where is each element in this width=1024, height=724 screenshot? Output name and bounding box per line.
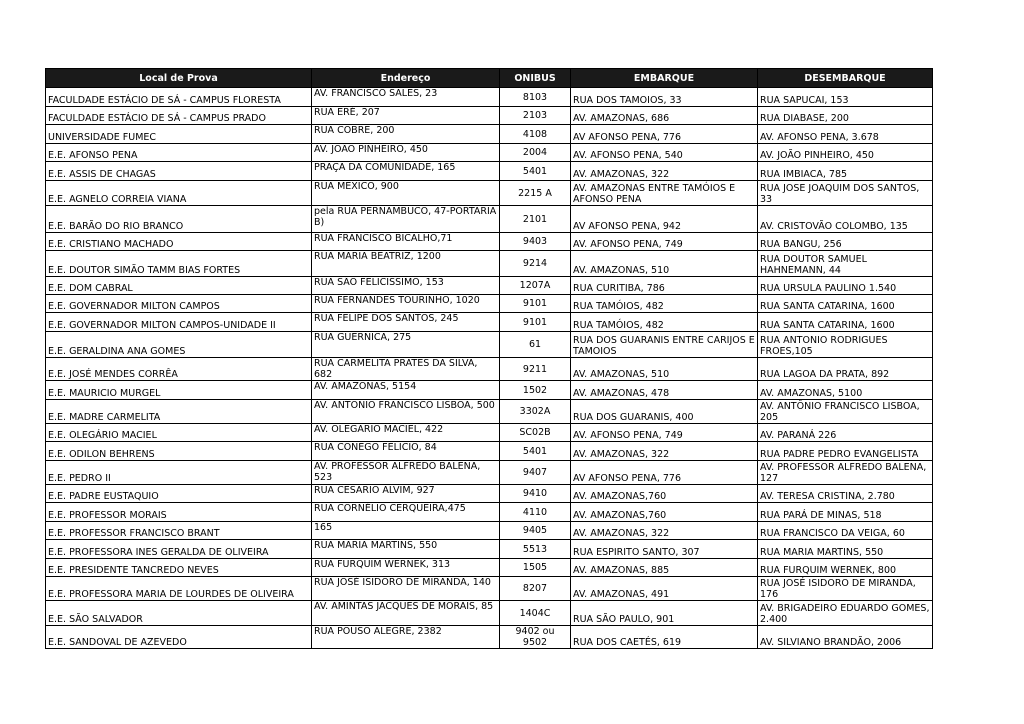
table-row (46, 503, 933, 522)
table-row (46, 540, 933, 559)
cell-local-de-prova: E.E. DOUTOR SIMÃO TAMM BIAS FORTES (46, 251, 312, 277)
cell-onibus: 9403 (500, 233, 571, 251)
cell-embarque: AV. AMAZONAS,760 (571, 503, 758, 522)
cell-embarque: RUA DOS GUARANIS, 400 (571, 400, 758, 424)
table-row (46, 295, 933, 313)
cell-local-de-prova: E.E. PROFESSORA MARIA DE LOURDES DE OLIVEIRA (46, 577, 312, 601)
cell-desembarque: RUA FRANCISCO DA VEIGA, 60 (758, 522, 933, 540)
cell-desembarque: RUA URSULA PAULINO 1.540 (758, 277, 933, 295)
cell-embarque: AV. AMAZONAS, 510 (571, 358, 758, 381)
cell-local-de-prova: E.E. CRISTIANO MACHADO (46, 233, 312, 251)
cell-desembarque: RUA DOUTOR SAMUEL HAHNEMANN, 44 (758, 251, 933, 277)
table-row (46, 88, 933, 107)
cell-endereco: RUA JOSÉ ISIDORO DE MIRANDA, 140 (312, 577, 500, 601)
cell-local-de-prova: E.E. GERALDINA ANA GOMES (46, 332, 312, 358)
cell-onibus: 4110 (500, 503, 571, 522)
cell-endereco: RUA CARMELITA PRATES DA SILVA, 682 (312, 358, 500, 381)
cell-desembarque: RUA DIABASE, 200 (758, 107, 933, 125)
cell-embarque: AV. AMAZONAS ENTRE TAMÓIOS E AFONSO PENA (571, 181, 758, 206)
cell-onibus: 2101 (500, 206, 571, 233)
cell-desembarque: AV. AMAZONAS, 5100 (758, 381, 933, 400)
cell-embarque: RUA DOS TAMOIOS, 33 (571, 88, 758, 107)
cell-local-de-prova: E.E. AGNELO CORREIA VIANA (46, 181, 312, 206)
cell-desembarque: RUA JOSÉ ISIDORO DE MIRANDA, 176 (758, 577, 933, 601)
cell-local-de-prova: E.E. PRESIDENTE TANCREDO NEVES (46, 559, 312, 577)
cell-embarque: AV AFONSO PENA, 776 (571, 461, 758, 485)
table-row (46, 577, 933, 601)
table-row (46, 332, 933, 358)
table-row (46, 559, 933, 577)
cell-onibus: 5401 (500, 162, 571, 181)
cell-local-de-prova: E.E. GOVERNADOR MILTON CAMPOS-UNIDADE II (46, 313, 312, 332)
cell-embarque: AV. AMAZONAS, 686 (571, 107, 758, 125)
cell-endereco: RUA MARIA MARTINS, 550 (312, 540, 500, 559)
cell-desembarque: AV. AFONSO PENA, 3.678 (758, 125, 933, 144)
cell-desembarque: AV. JOÃO PINHEIRO, 450 (758, 144, 933, 162)
cell-local-de-prova: E.E. ASSIS DE CHAGAS (46, 162, 312, 181)
cell-desembarque: AV. BRIGADEIRO EDUARDO GOMES, 2.400 (758, 601, 933, 626)
cell-local-de-prova: E.E. PEDRO II (46, 461, 312, 485)
cell-desembarque: AV. ANTÔNIO FRANCISCO LISBOA, 205 (758, 400, 933, 424)
cell-onibus: 9407 (500, 461, 571, 485)
cell-desembarque: AV. CRISTOVÃO COLOMBO, 135 (758, 206, 933, 233)
cell-local-de-prova: E.E. DOM CABRAL (46, 277, 312, 295)
cell-endereco: RUA FELIPE DOS SANTOS, 245 (312, 313, 500, 332)
table-row (46, 461, 933, 485)
cell-onibus: 1505 (500, 559, 571, 577)
cell-embarque: AV AFONSO PENA, 776 (571, 125, 758, 144)
cell-desembarque: RUA SANTA CATARINA, 1600 (758, 295, 933, 313)
cell-embarque: AV. AMAZONAS, 322 (571, 442, 758, 461)
cell-endereco: RUA CESARIO ALVIM, 927 (312, 485, 500, 503)
cell-embarque: RUA DOS CAETÉS, 619 (571, 626, 758, 649)
cell-endereco: RUA MEXICO, 900 (312, 181, 500, 206)
table-row (46, 626, 933, 649)
table-row (46, 181, 933, 206)
cell-onibus: 1207A (500, 277, 571, 295)
cell-endereco: RUA FRANCISCO BICALHO,71 (312, 233, 500, 251)
cell-endereco: RUA GUERNICA, 275 (312, 332, 500, 358)
cell-onibus: 9410 (500, 485, 571, 503)
table-body (46, 88, 933, 649)
table-row (46, 400, 933, 424)
table-row (46, 485, 933, 503)
cell-desembarque: RUA JOSE JOAQUIM DOS SANTOS, 33 (758, 181, 933, 206)
cell-endereco: AV. AMINTAS JACQUES DE MORAIS, 85 (312, 601, 500, 626)
cell-endereco: RUA SÃO FELICISSIMO, 153 (312, 277, 500, 295)
cell-endereco: RUA FURQUIM WERNEK, 313 (312, 559, 500, 577)
cell-endereco: RUA POUSO ALEGRE, 2382 (312, 626, 500, 649)
cell-embarque: RUA SÃO PAULO, 901 (571, 601, 758, 626)
cell-embarque: AV. AFONSO PENA, 749 (571, 424, 758, 442)
cell-embarque: AV. AMAZONAS, 478 (571, 381, 758, 400)
cell-embarque: AV. AMAZONAS, 885 (571, 559, 758, 577)
cell-desembarque: AV. PARANÁ 226 (758, 424, 933, 442)
table-row (46, 233, 933, 251)
table-row (46, 381, 933, 400)
exam-locations-table (45, 68, 933, 649)
cell-endereco: RUA MARIA BEATRIZ, 1200 (312, 251, 500, 277)
cell-desembarque: AV. PROFESSOR ALFREDO BALENA, 127 (758, 461, 933, 485)
cell-onibus: 9214 (500, 251, 571, 277)
header-desembarque: DESEMBARQUE (758, 69, 933, 88)
table-row (46, 313, 933, 332)
cell-onibus: 1502 (500, 381, 571, 400)
cell-endereco: PRAÇA DA COMUNIDADE, 165 (312, 162, 500, 181)
cell-embarque: RUA TAMÓIOS, 482 (571, 295, 758, 313)
cell-local-de-prova: E.E. PROFESSOR FRANCISCO BRANT (46, 522, 312, 540)
cell-onibus: 8103 (500, 88, 571, 107)
cell-endereco: AV. AMAZONAS, 5154 (312, 381, 500, 400)
cell-desembarque: RUA BANGU, 256 (758, 233, 933, 251)
cell-endereco: AV. JOÃO PINHEIRO, 450 (312, 144, 500, 162)
cell-onibus: 1404C (500, 601, 571, 626)
cell-embarque: RUA DOS GUARANIS ENTRE CARIJOS E TAMOIOS (571, 332, 758, 358)
header-row (46, 69, 933, 88)
cell-desembarque: RUA LAGOA DA PRATA, 892 (758, 358, 933, 381)
table-row (46, 522, 933, 540)
cell-desembarque: RUA MARIA MARTINS, 550 (758, 540, 933, 559)
cell-endereco: RUA COBRE, 200 (312, 125, 500, 144)
cell-endereco: 165 (312, 522, 500, 540)
cell-embarque: AV. AMAZONAS, 491 (571, 577, 758, 601)
cell-local-de-prova: E.E. PROFESSORA INES GERALDA DE OLIVEIRA (46, 540, 312, 559)
table-row (46, 442, 933, 461)
cell-local-de-prova: E.E. AFONSO PENA (46, 144, 312, 162)
cell-endereco: AV. FRANCISCO SALES, 23 (312, 88, 500, 107)
cell-endereco: RUA CONEGO FELICIO, 84 (312, 442, 500, 461)
cell-local-de-prova: E.E. MAURICIO MURGEL (46, 381, 312, 400)
table-row (46, 601, 933, 626)
cell-embarque: AV AFONSO PENA, 942 (571, 206, 758, 233)
cell-onibus: 3302A (500, 400, 571, 424)
cell-onibus: 5401 (500, 442, 571, 461)
cell-onibus: 5513 (500, 540, 571, 559)
cell-embarque: AV. AFONSO PENA, 749 (571, 233, 758, 251)
cell-onibus: 9101 (500, 295, 571, 313)
cell-embarque: RUA CURITIBA, 786 (571, 277, 758, 295)
cell-onibus: 2004 (500, 144, 571, 162)
cell-desembarque: RUA IMBIACA, 785 (758, 162, 933, 181)
cell-desembarque: RUA PADRE PEDRO EVANGELISTA (758, 442, 933, 461)
cell-onibus: 9402 ou 9502 (500, 626, 571, 649)
table-row (46, 206, 933, 233)
table-row (46, 162, 933, 181)
table-row (46, 251, 933, 277)
cell-local-de-prova: E.E. OLEGÁRIO MACIEL (46, 424, 312, 442)
cell-embarque: AV. AMAZONAS, 510 (571, 251, 758, 277)
cell-local-de-prova: FACULDADE ESTÁCIO DE SÁ - CAMPUS FLORESTA (46, 88, 312, 107)
table-row (46, 277, 933, 295)
header-onibus: ONIBUS (500, 69, 571, 88)
cell-endereco: AV. PROFESSOR ALFREDO BALENA, 523 (312, 461, 500, 485)
cell-local-de-prova: E.E. GOVERNADOR MILTON CAMPOS (46, 295, 312, 313)
cell-local-de-prova: FACULDADE ESTÁCIO DE SÁ - CAMPUS PRADO (46, 107, 312, 125)
cell-local-de-prova: E.E. PADRE EUSTAQUIO (46, 485, 312, 503)
cell-onibus: 4108 (500, 125, 571, 144)
cell-endereco: AV. ANTÔNIO FRANCISCO LISBOA, 500 (312, 400, 500, 424)
table-row (46, 144, 933, 162)
cell-endereco: RUA FERNANDES TOURINHO, 1020 (312, 295, 500, 313)
cell-endereco: pela RUA PERNAMBUCO, 47-PORTARIA B) (312, 206, 500, 233)
cell-local-de-prova: E.E. SANDOVAL DE AZEVEDO (46, 626, 312, 649)
cell-embarque: RUA TAMÓIOS, 482 (571, 313, 758, 332)
cell-onibus: 9405 (500, 522, 571, 540)
cell-embarque: AV. AFONSO PENA, 540 (571, 144, 758, 162)
cell-embarque: AV. AMAZONAS,760 (571, 485, 758, 503)
cell-local-de-prova: E.E. MADRE CARMELITA (46, 400, 312, 424)
cell-local-de-prova: E.E. PROFESSOR MORAIS (46, 503, 312, 522)
table-row (46, 358, 933, 381)
cell-local-de-prova: E.E. JOSÉ MENDES CORRÊA (46, 358, 312, 381)
cell-desembarque: AV. TERESA CRISTINA, 2.780 (758, 485, 933, 503)
cell-desembarque: RUA SANTA CATARINA, 1600 (758, 313, 933, 332)
cell-local-de-prova: UNIVERSIDADE FUMEC (46, 125, 312, 144)
cell-endereco: AV. OLEGARIO MACIEL, 422 (312, 424, 500, 442)
cell-desembarque: RUA FURQUIM WERNEK, 800 (758, 559, 933, 577)
table-row (46, 424, 933, 442)
header-endereco: Endereço (312, 69, 500, 88)
cell-onibus: 2103 (500, 107, 571, 125)
cell-onibus: SC02B (500, 424, 571, 442)
cell-onibus: 8207 (500, 577, 571, 601)
cell-desembarque: AV. SILVIANO BRANDÃO, 2006 (758, 626, 933, 649)
header-local-de-prova: Local de Prova (46, 69, 312, 88)
cell-local-de-prova: E.E. SÃO SALVADOR (46, 601, 312, 626)
cell-embarque: RUA ESPIRITO SANTO, 307 (571, 540, 758, 559)
cell-endereco: RUA ERÉ, 207 (312, 107, 500, 125)
table-header (46, 69, 933, 88)
cell-onibus: 2215 A (500, 181, 571, 206)
cell-embarque: AV. AMAZONAS, 322 (571, 162, 758, 181)
table-row (46, 125, 933, 144)
cell-onibus: 61 (500, 332, 571, 358)
cell-local-de-prova: E.E. BARÃO DO RIO BRANCO (46, 206, 312, 233)
cell-onibus: 9211 (500, 358, 571, 381)
cell-desembarque: RUA SAPUCAI, 153 (758, 88, 933, 107)
cell-endereco: RUA CORNÉLIO CERQUEIRA,475 (312, 503, 500, 522)
cell-desembarque: RUA PARÁ DE MINAS, 518 (758, 503, 933, 522)
cell-local-de-prova: E.E. ODILON BEHRENS (46, 442, 312, 461)
cell-onibus: 9101 (500, 313, 571, 332)
cell-embarque: AV. AMAZONAS, 322 (571, 522, 758, 540)
cell-desembarque: RUA ANTONIO RODRIGUES FROES,105 (758, 332, 933, 358)
table-row (46, 107, 933, 125)
header-embarque: EMBARQUE (571, 69, 758, 88)
